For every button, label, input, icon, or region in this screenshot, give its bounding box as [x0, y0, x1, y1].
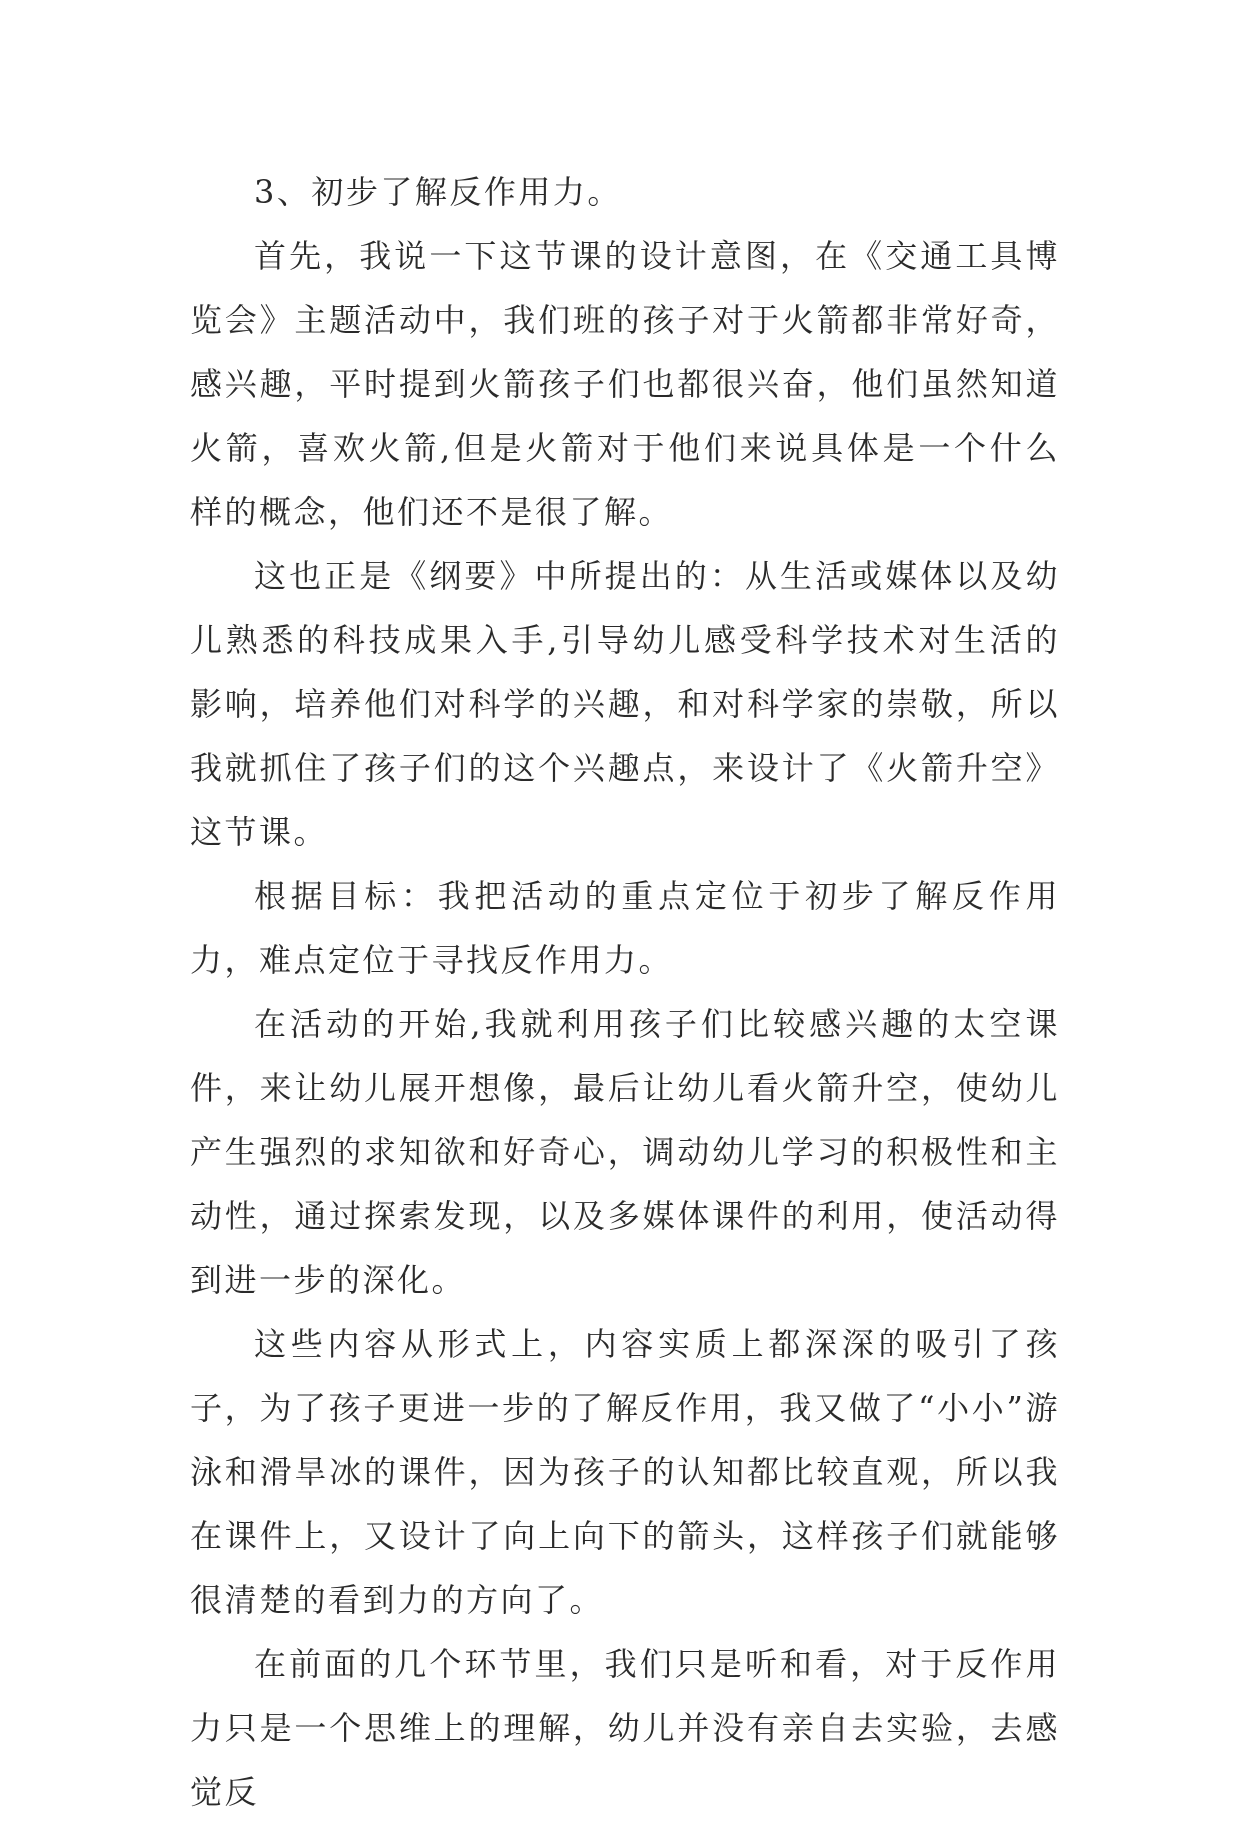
- paragraph: 首先，我说一下这节课的设计意图，在《交通工具博览会》主题活动中，我们班的孩子对于火箭都非常好奇，感兴趣，平时提到火箭孩子们也都很兴奋，他们虽然知道火箭，喜欢火箭,但是火箭对于他们来说具体是一个什么样的概念，他们还不是很了解。: [190, 237, 1060, 531]
- paragraph: 3、初步了解反作用力。: [254, 173, 622, 211]
- paragraph: 在前面的几个环节里，我们只是听和看，对于反作用力只是一个思维上的理解，幼儿并没有亲自去实验，去感觉反: [190, 1645, 1060, 1811]
- paragraph: 在活动的开始,我就利用孩子们比较感兴趣的太空课件，来让幼儿展开想像，最后让幼儿看火箭升空，使幼儿产生强烈的求知欲和好奇心，调动幼儿学习的积极性和主动性，通过探索发现，以及多媒体课件的利用，使活动得到进一步的深化。: [190, 1005, 1060, 1299]
- paragraph: 这也正是《纲要》中所提出的：从生活或媒体以及幼儿熟悉的科技成果入手,引导幼儿感受科学技术对生活的影响，培养他们对科学的兴趣，和对科学家的崇敬，所以我就抓住了孩子们的这个兴趣点，来设计了《火箭升空》这节课。: [190, 557, 1060, 851]
- document-body: [190, 160, 1060, 1824]
- paragraph: 这些内容从形式上，内容实质上都深深的吸引了孩子，为了孩子更进一步的了解反作用，我又做了“小小”游泳和滑旱冰的课件，因为孩子的认知都比较直观，所以我在课件上，又设计了向上向下的箭头，这样孩子们就能够很清楚的看到力的方向了。: [190, 1325, 1060, 1619]
- paragraph: 根据目标：我把活动的重点定位于初步了解反作用力，难点定位于寻找反作用力。: [190, 877, 1060, 979]
